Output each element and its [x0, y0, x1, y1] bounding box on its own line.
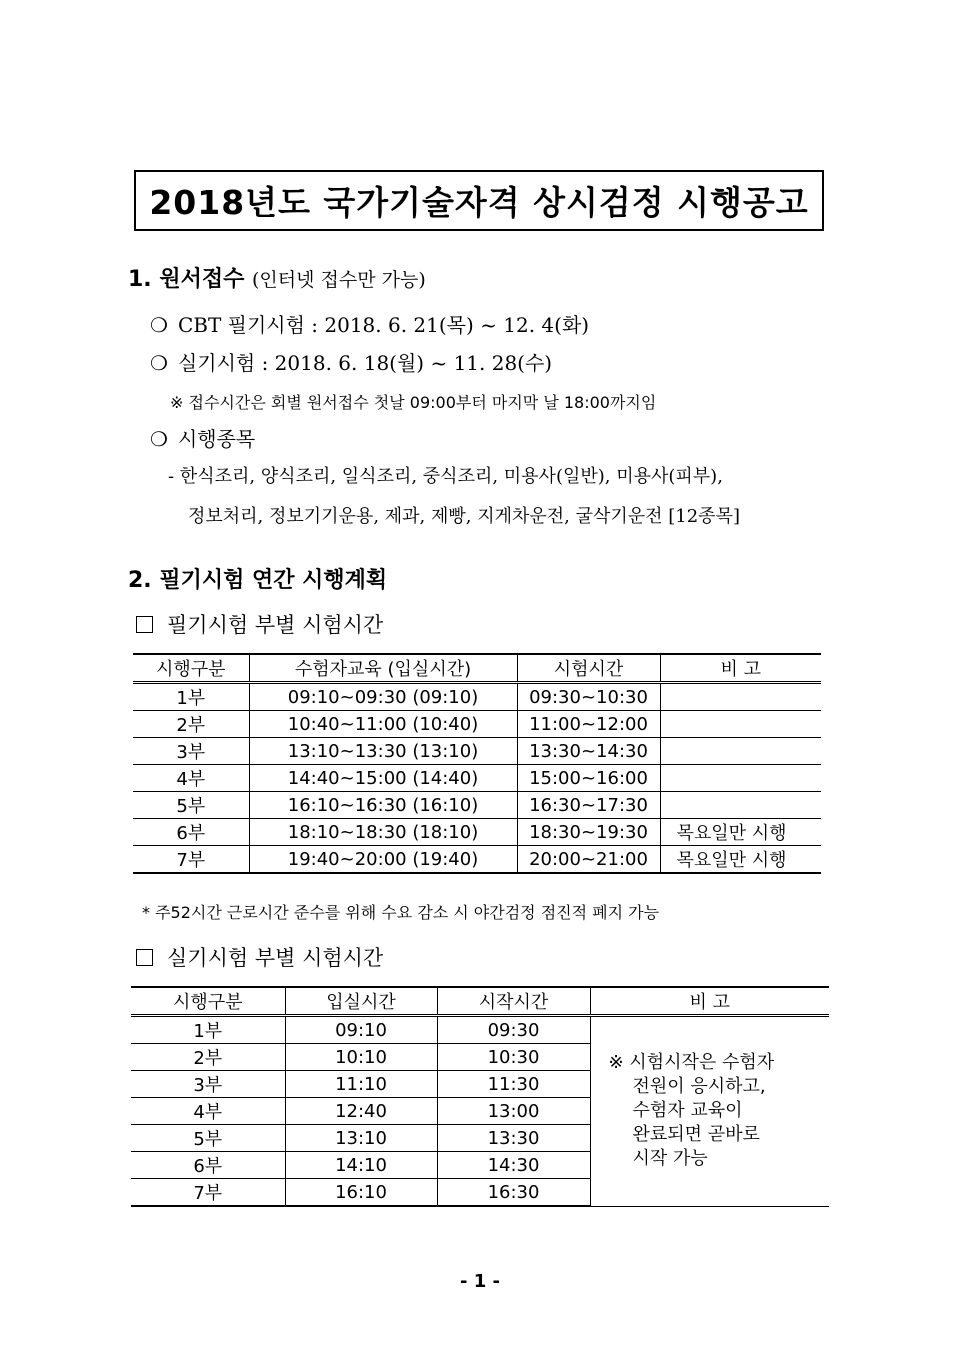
section1-heading — [128, 262, 426, 293]
remark-line: ※ 시험시작은 수험자 — [608, 1052, 775, 1074]
session-cell: 6부 — [133, 819, 249, 846]
practical-remark-cell — [590, 1016, 829, 1207]
session-cell: 1부 — [131, 1016, 285, 1044]
table-row — [133, 738, 821, 765]
entry-time-cell: 09:10 — [285, 1016, 437, 1044]
section1-heading-text: 1. 원서접수 — [128, 267, 245, 292]
session-cell: 5부 — [133, 792, 249, 819]
practical-schedule-table — [131, 986, 829, 1207]
empty-square-icon — [136, 616, 153, 633]
session-cell: 2부 — [131, 1044, 285, 1071]
empty-square-icon — [136, 949, 153, 966]
remark-line: 전원이 응시하고, — [632, 1076, 766, 1098]
page-number: - 1 - — [460, 1271, 500, 1292]
entry-time-cell: 12:40 — [285, 1098, 437, 1125]
remark-cell: 목요일만 시행 — [660, 846, 821, 874]
bullet-practical-text: 실기시험 : 2018. 6. 18(월) ~ 11. 28(수) — [177, 351, 553, 375]
column-header: 시행구분 — [133, 654, 249, 683]
session-cell: 5부 — [131, 1125, 285, 1152]
orientation-cell: 18:10~18:30 (18:10) — [249, 819, 517, 846]
hollow-circle-icon: ❍ — [150, 427, 168, 451]
orientation-cell: 19:40~20:00 (19:40) — [249, 846, 517, 874]
exam-time-cell: 18:30~19:30 — [517, 819, 660, 846]
page-title: 2018년도 국가기술자격 상시검정 시행공고 — [134, 170, 824, 231]
remark-cell: 목요일만 시행 — [660, 819, 821, 846]
orientation-cell: 13:10~13:30 (13:10) — [249, 738, 517, 765]
orientation-cell: 14:40~15:00 (14:40) — [249, 765, 517, 792]
column-header: 시행구분 — [131, 987, 285, 1016]
exam-time-cell: 11:00~12:00 — [517, 711, 660, 738]
section1-heading-note: (인터넷 접수만 가능) — [252, 269, 426, 291]
subjects-line-1: - 한식조리, 양식조리, 일식조리, 중식조리, 미용사(일반), 미용사(피부), — [168, 466, 723, 487]
remark-cell — [660, 792, 821, 819]
written-schedule-table — [133, 653, 821, 874]
session-cell: 3부 — [131, 1071, 285, 1098]
hollow-circle-icon: ❍ — [150, 313, 168, 337]
night-exam-footnote: * 주52시간 근로시간 준수를 위해 수요 감소 시 야간검정 점진적 폐지 가능 — [142, 903, 660, 922]
table-header-row — [131, 987, 829, 1016]
session-cell: 7부 — [131, 1179, 285, 1207]
start-time-cell: 14:30 — [437, 1152, 590, 1179]
bullet-subjects — [150, 423, 255, 452]
table-row — [131, 1016, 829, 1044]
subjects-line-2: 정보처리, 정보기기운용, 제과, 제빵, 지게차운전, 굴삭기운전 [12종목] — [188, 506, 740, 527]
entry-time-cell: 16:10 — [285, 1179, 437, 1207]
table-row — [133, 683, 821, 711]
orientation-cell: 10:40~11:00 (10:40) — [249, 711, 517, 738]
exam-time-cell: 13:30~14:30 — [517, 738, 660, 765]
bullet-subjects-text: 시행종목 — [177, 427, 256, 451]
column-header: 비 고 — [590, 987, 829, 1016]
orientation-cell: 16:10~16:30 (16:10) — [249, 792, 517, 819]
session-cell: 4부 — [131, 1098, 285, 1125]
start-time-cell: 09:30 — [437, 1016, 590, 1044]
start-time-cell: 16:30 — [437, 1179, 590, 1207]
column-header: 시험시간 — [517, 654, 660, 683]
entry-time-cell: 14:10 — [285, 1152, 437, 1179]
remark-line: 시작 가능 — [632, 1148, 708, 1170]
entry-time-cell: 13:10 — [285, 1125, 437, 1152]
exam-time-cell: 09:30~10:30 — [517, 683, 660, 711]
start-time-cell: 11:30 — [437, 1071, 590, 1098]
column-header: 비 고 — [660, 654, 821, 683]
orientation-cell: 09:10~09:30 (09:10) — [249, 683, 517, 711]
exam-time-cell: 20:00~21:00 — [517, 846, 660, 874]
session-cell: 2부 — [133, 711, 249, 738]
column-header: 수험자교육 (입실시간) — [249, 654, 517, 683]
session-cell: 4부 — [133, 765, 249, 792]
table-row — [133, 765, 821, 792]
practical-subheading — [136, 942, 383, 972]
remark-cell — [660, 683, 821, 711]
session-cell: 3부 — [133, 738, 249, 765]
remark-cell — [660, 738, 821, 765]
entry-time-cell: 10:10 — [285, 1044, 437, 1071]
column-header: 입실시간 — [285, 987, 437, 1016]
entry-time-cell: 11:10 — [285, 1071, 437, 1098]
session-cell: 7부 — [133, 846, 249, 874]
table-row — [133, 711, 821, 738]
start-time-cell: 13:30 — [437, 1125, 590, 1152]
reception-time-note: ※ 접수시간은 회별 원서접수 첫날 09:00부터 마지막 날 18:00까지임 — [170, 393, 657, 412]
section2-heading: 2. 필기시험 연간 시행계획 — [128, 568, 388, 593]
remark-line: 완료되면 곧바로 — [632, 1124, 760, 1146]
session-cell: 1부 — [133, 683, 249, 711]
written-subheading-text: 필기시험 부별 시험시간 — [167, 613, 384, 637]
table-row — [133, 819, 821, 846]
bullet-cbt-text: CBT 필기시험 : 2018. 6. 21(목) ~ 12. 4(화) — [177, 313, 590, 337]
bullet-cbt — [150, 309, 589, 338]
session-cell: 6부 — [131, 1152, 285, 1179]
start-time-cell: 10:30 — [437, 1044, 590, 1071]
hollow-circle-icon: ❍ — [150, 351, 168, 375]
remark-cell — [660, 765, 821, 792]
table-row — [133, 792, 821, 819]
start-time-cell: 13:00 — [437, 1098, 590, 1125]
table-header-row — [133, 654, 821, 683]
exam-time-cell: 15:00~16:00 — [517, 765, 660, 792]
remark-cell — [660, 711, 821, 738]
table-row — [133, 846, 821, 874]
bullet-practical — [150, 347, 552, 376]
remark-line: 수험자 교육이 — [632, 1100, 743, 1122]
column-header: 시작시간 — [437, 987, 590, 1016]
written-subheading — [136, 609, 383, 639]
exam-time-cell: 16:30~17:30 — [517, 792, 660, 819]
practical-subheading-text: 실기시험 부별 시험시간 — [167, 946, 384, 970]
